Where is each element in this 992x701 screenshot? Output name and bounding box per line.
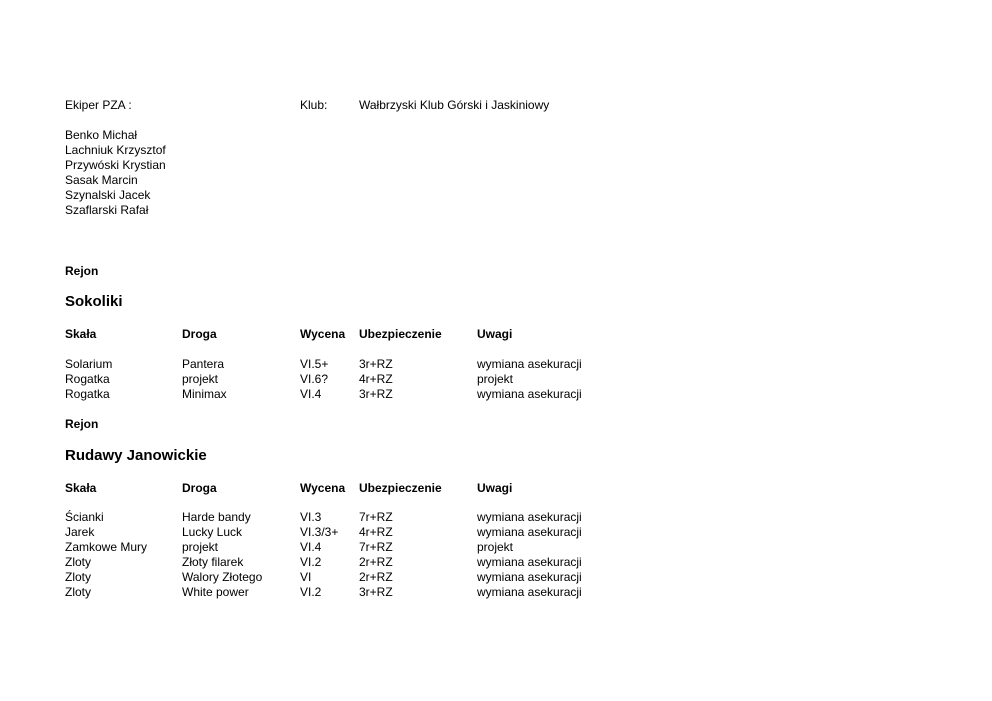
member-name: Lachniuk Krzysztof [65,143,166,157]
cell-uwagi: wymiana asekuracji [477,387,582,401]
cell-skala: Zamkowe Mury [65,540,148,554]
table-row [0,510,992,525]
cell-uwagi: wymiana asekuracji [477,510,582,524]
cell-uwagi: wymiana asekuracji [477,585,582,599]
cell-droga: projekt [182,540,219,554]
column-header-skala: Skała [65,327,97,341]
table-row [0,372,992,387]
table-row [0,585,992,600]
cell-ubezpieczenie: 7r+RZ [359,540,393,554]
cell-uwagi: wymiana asekuracji [477,555,582,569]
cell-droga: Pantera [182,357,225,371]
region-name: Sokoliki [65,293,123,310]
cell-ubezpieczenie: 2r+RZ [359,555,393,569]
cell-ubezpieczenie: 4r+RZ [359,525,393,539]
klub-value: Wałbrzyski Klub Górski i Jaskiniowy [359,98,550,112]
table-header [0,327,992,342]
table-row [0,555,992,570]
cell-uwagi: wymiana asekuracji [477,570,582,584]
cell-uwagi: projekt [477,540,514,554]
member-name: Szaflarski Rafał [65,203,149,217]
column-header-droga: Droga [182,481,217,495]
table-row [0,357,992,372]
column-header-uwagi: Uwagi [477,327,513,341]
cell-wycena: VI.6? [300,372,329,386]
cell-wycena: VI.5+ [300,357,329,371]
cell-uwagi: wymiana asekuracji [477,525,582,539]
column-header-ubezpieczenie: Ubezpieczenie [359,481,442,495]
cell-droga: Złoty filarek [182,555,244,569]
cell-droga: Harde bandy [182,510,251,524]
column-header-droga: Droga [182,327,217,341]
cell-ubezpieczenie: 2r+RZ [359,570,393,584]
cell-wycena: VI [300,570,312,584]
cell-wycena: VI.2 [300,555,322,569]
cell-skala: Rogatka [65,372,110,386]
cell-wycena: VI.2 [300,585,322,599]
table-header [0,481,992,496]
cell-skala: Solarium [65,357,113,371]
cell-skala: Ścianki [65,510,104,524]
cell-droga: Walory Złotego [182,570,263,584]
column-header-skala: Skała [65,481,97,495]
column-header-wycena: Wycena [300,327,346,341]
cell-skala: Jarek [65,525,95,539]
table-row [0,540,992,555]
region-name: Rudawy Janowickie [65,447,207,464]
cell-ubezpieczenie: 7r+RZ [359,510,393,524]
column-header-wycena: Wycena [300,481,346,495]
region-label: Rejon [65,417,99,431]
table-row [0,570,992,585]
cell-skala: Zloty [65,570,92,584]
cell-wycena: VI.3/3+ [300,525,339,539]
cell-ubezpieczenie: 3r+RZ [359,387,393,401]
cell-uwagi: projekt [477,372,514,386]
ekiper-label: Ekiper PZA : [65,98,132,112]
cell-droga: White power [182,585,249,599]
cell-uwagi: wymiana asekuracji [477,357,582,371]
cell-wycena: VI.3 [300,510,322,524]
member-name: Przywóski Krystian [65,158,166,172]
cell-wycena: VI.4 [300,540,322,554]
cell-ubezpieczenie: 3r+RZ [359,357,393,371]
member-name: Benko Michał [65,128,138,142]
column-header-uwagi: Uwagi [477,481,513,495]
table-row [0,525,992,540]
cell-skala: Rogatka [65,387,110,401]
cell-skala: Zloty [65,555,92,569]
cell-ubezpieczenie: 4r+RZ [359,372,393,386]
member-name: Sasak Marcin [65,173,138,187]
table-row [0,387,992,402]
klub-label: Klub: [300,98,328,112]
region-label: Rejon [65,264,99,278]
cell-ubezpieczenie: 3r+RZ [359,585,393,599]
member-name: Szynalski Jacek [65,188,151,202]
column-header-ubezpieczenie: Ubezpieczenie [359,327,442,341]
cell-droga: Lucky Luck [182,525,243,539]
cell-droga: Minimax [182,387,227,401]
cell-skala: Zloty [65,585,92,599]
cell-wycena: VI.4 [300,387,322,401]
cell-droga: projekt [182,372,219,386]
